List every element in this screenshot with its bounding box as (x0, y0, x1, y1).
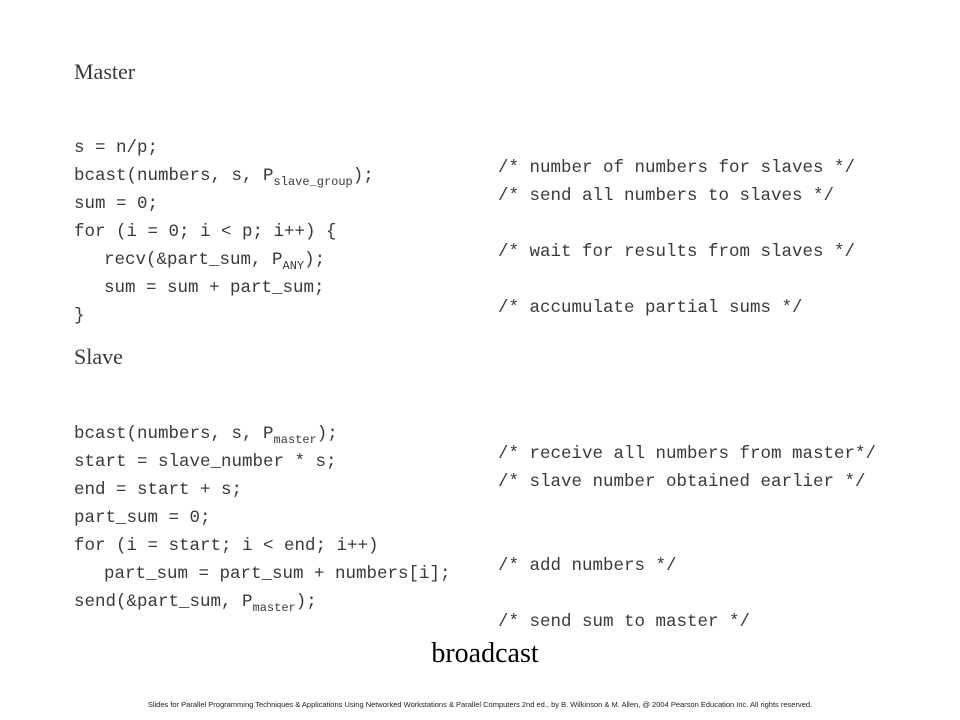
code-line (0, 460, 960, 500)
slave-heading: Slave (74, 344, 123, 369)
code-comment: /* accumulate partial sums */ (498, 298, 803, 318)
code-comment: /* number of numbers for slaves */ (498, 158, 856, 178)
code-comment: /* send all numbers to slaves */ (498, 186, 835, 206)
code-text: for (i = start; i < end; i++) (74, 536, 379, 556)
code-line (0, 286, 960, 326)
code-text: bcast(numbers, s, $P_{slave\_group}$); (74, 166, 374, 189)
code-text: part_sum = part_sum + numbers[i]; (104, 564, 451, 584)
code-text: sum = sum + part_sum; (104, 278, 325, 298)
code-comment: /* send sum to master */ (498, 612, 751, 632)
code-line (0, 174, 960, 214)
code-comment: /* wait for results from slaves */ (498, 242, 856, 262)
code-comment: /* add numbers */ (498, 556, 677, 576)
code-text: send(&part_sum, $P_{master}$); (74, 592, 317, 615)
code-line (0, 230, 960, 273)
subscript: slave_group (273, 175, 353, 189)
slide-footer: Slides for Parallel Programming Techniques & Applications Using Networked Workstations & Parallel Computers 2nd ed., by B. Wilkinson & M. Allen, @ 2004 Pearson Education Inc. All rights reserved. (147, 700, 813, 709)
code-line (0, 572, 960, 632)
code-text: sum = 0; (74, 194, 159, 214)
code-comment: /* receive all numbers from master*/ (498, 444, 877, 464)
subscript: master (273, 433, 317, 447)
code-line (0, 488, 960, 528)
code-text: for (i = 0; i < p; i++) { (74, 222, 337, 242)
code-line (0, 544, 960, 584)
subscript: master (252, 601, 296, 615)
code-text: s = n/p; (74, 138, 159, 158)
code-text: start = slave_number * s; (74, 452, 337, 472)
code-comment: /* slave number obtained earlier */ (498, 472, 866, 492)
code-text: } (74, 306, 85, 326)
slide-caption: broadcast (431, 638, 539, 669)
code-text: part_sum = 0; (74, 508, 211, 528)
code-text: end = start + s; (74, 480, 243, 500)
subscript: ANY (282, 259, 305, 273)
code-text: bcast(numbers, s, $P_{master}$); (74, 424, 338, 447)
master-heading: Master (74, 59, 136, 84)
code-line (0, 258, 960, 318)
code-text: recv(&part_sum, $P_{ANY}$); (104, 250, 326, 273)
